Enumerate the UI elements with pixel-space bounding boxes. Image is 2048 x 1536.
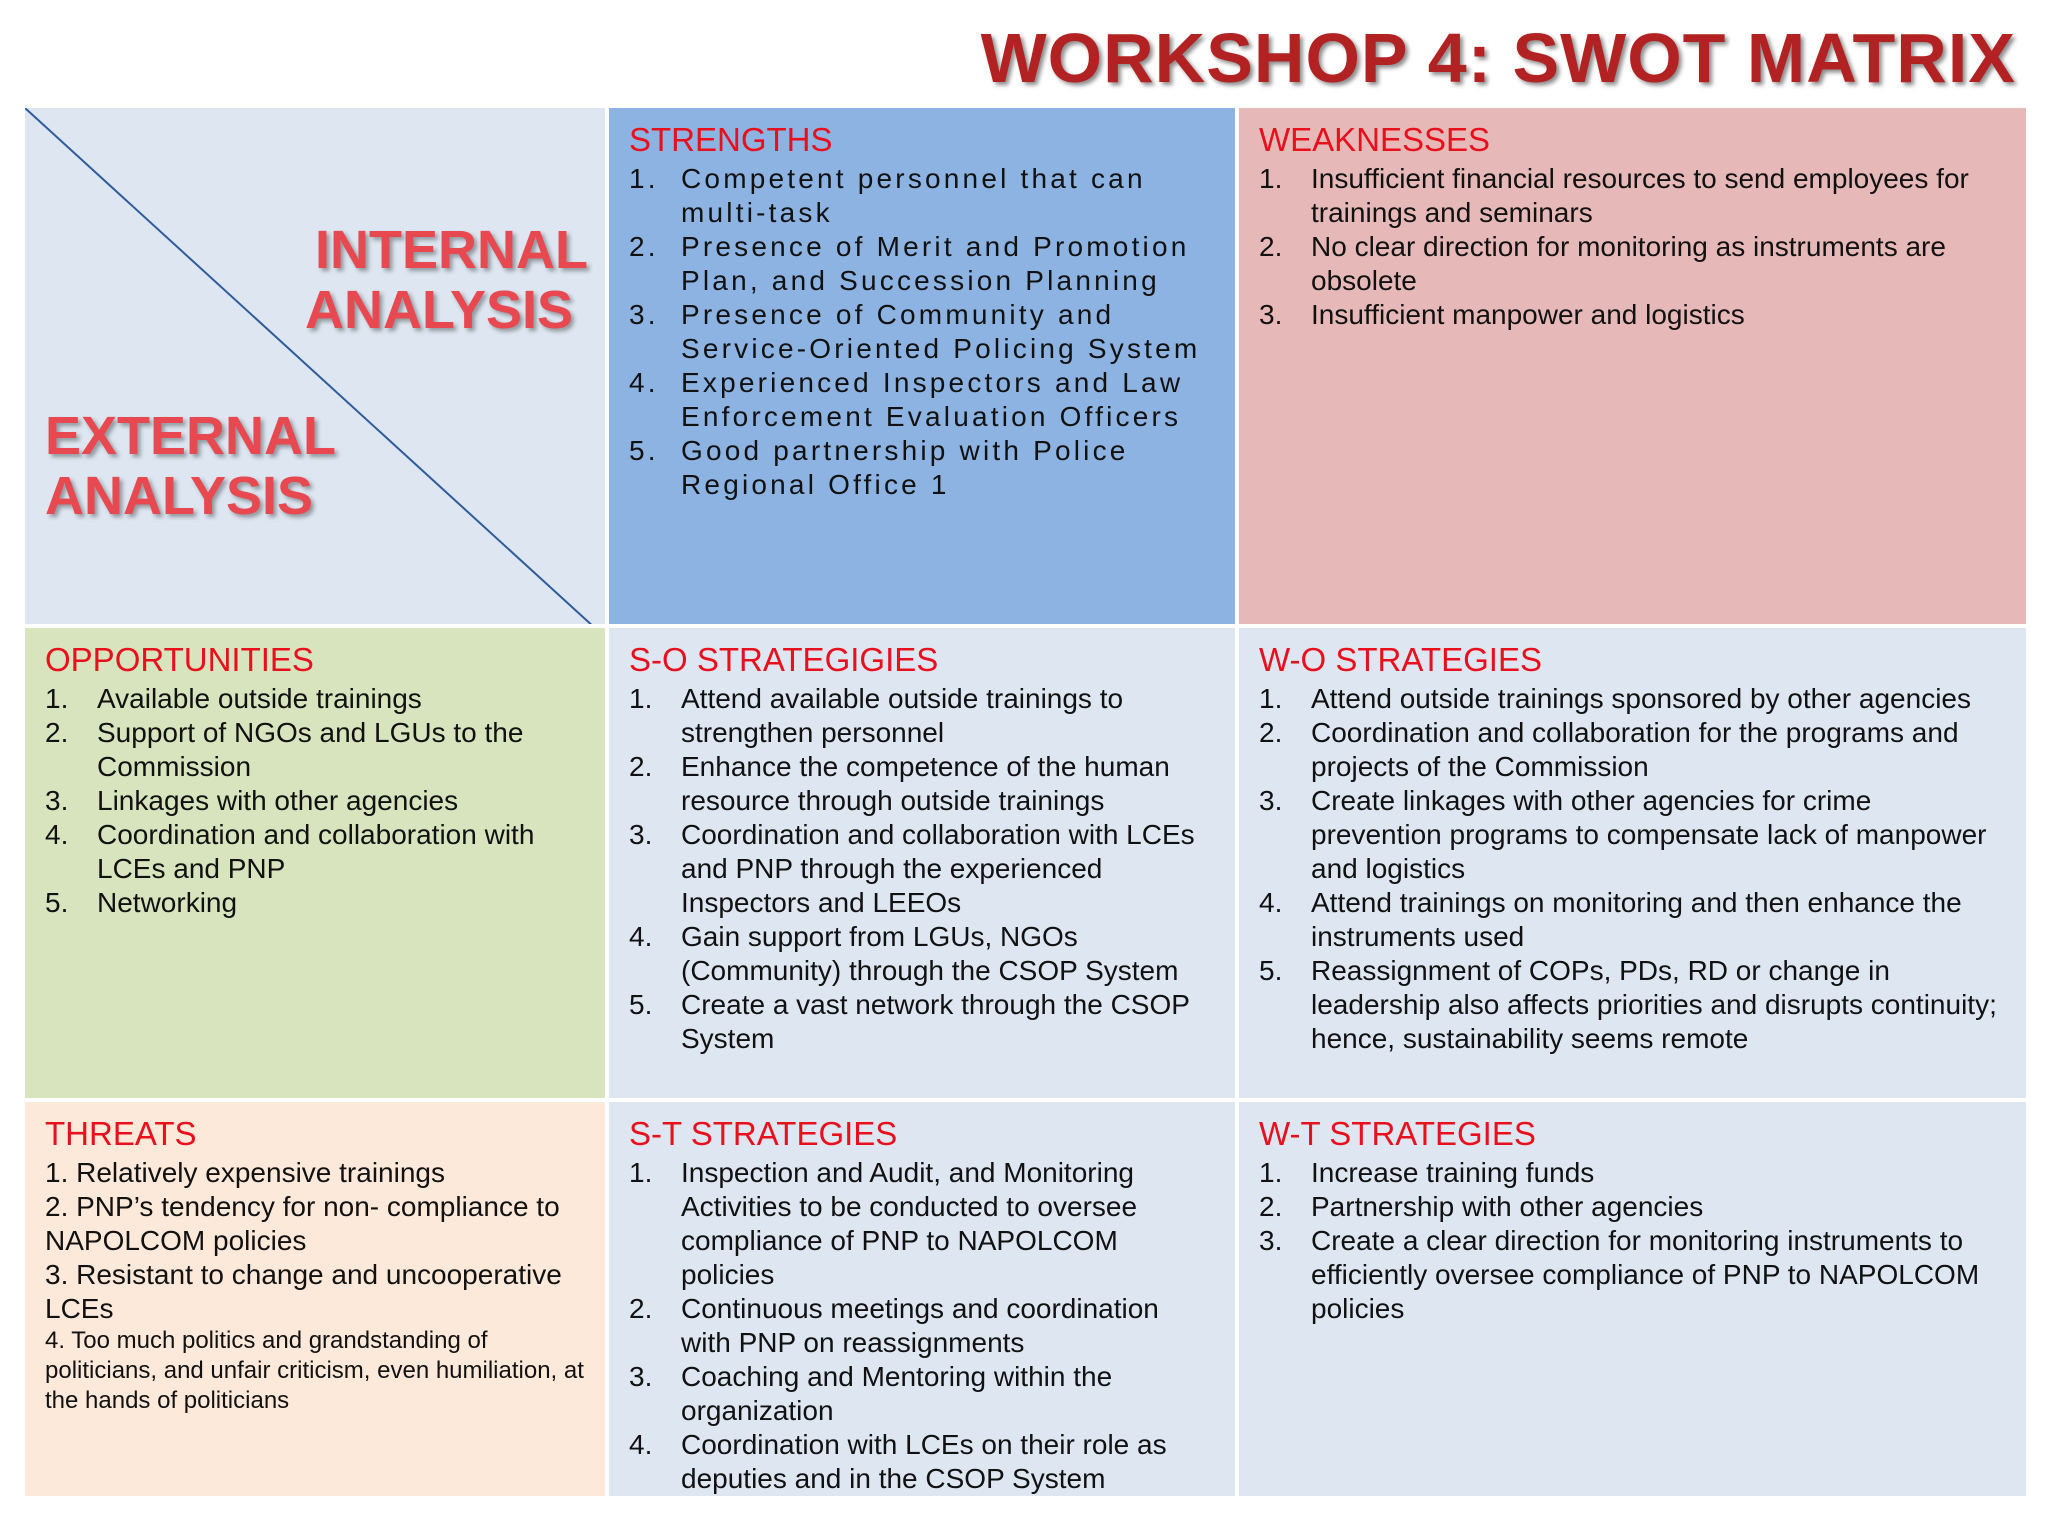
list-item: 5. Good partnership with Police Regional Office 1	[629, 435, 1129, 500]
list-item: 3. Linkages with other agencies	[45, 785, 459, 816]
list-item: 4. Coordination with LCEs on their role as deputies and in the CSOP System	[629, 1429, 1167, 1494]
list-item: 2. No clear direction for monitoring as instruments are obsolete	[1259, 231, 1946, 296]
list-item: 2. Coordination and collaboration for the programs and projects of the Commission	[1259, 717, 1959, 782]
list-item: 4. Attend trainings on monitoring and then enhance the instruments used	[1259, 887, 1962, 952]
so-strategies-cell	[607, 626, 1237, 1100]
internal-analysis-label	[305, 220, 588, 340]
threats-header: THREATS	[45, 1115, 197, 1152]
external-analysis-label	[45, 406, 336, 526]
wo-strategies-list	[1259, 682, 2006, 1056]
internal-label-line2: ANALYSIS	[305, 280, 574, 340]
list-item: 5. Networking	[45, 887, 238, 918]
opportunities-list	[45, 682, 585, 920]
wt-strategies-cell	[1237, 1100, 2028, 1498]
list-item: 2. Partnership with other agencies	[1259, 1191, 1704, 1222]
list-item: 4. Too much politics and grandstanding of politicians, and unfair criticism, even humiliation, at the hands of politicians	[45, 1327, 584, 1414]
list-item: 1. Insufficient financial resources to send employees for trainings and seminars	[1259, 163, 1969, 228]
list-item: 4. Coordination and collaboration with LCEs and PNP	[45, 819, 535, 884]
list-item: 1. Competent personnel that can multi-task	[629, 163, 1146, 228]
strengths-cell	[607, 106, 1237, 626]
weaknesses-header: WEAKNESSES	[1259, 121, 1491, 158]
threats-list	[45, 1156, 585, 1416]
list-item: 3. Coaching and Mentoring within the organization	[629, 1361, 1113, 1426]
list-item: 2. Continuous meetings and coordination with PNP on reassignments	[629, 1293, 1159, 1358]
weaknesses-list	[1259, 162, 2006, 332]
so-strategies-header: S-O STRATEGIGIES	[629, 641, 939, 678]
diagonal-divider	[25, 108, 607, 626]
list-item: 5. Reassignment of COPs, PDs, RD or change in leadership also affects priorities and disrupts continuity; hence, sustainability seems remote	[1259, 955, 1997, 1054]
list-item: 1. Attend available outside trainings to strengthen personnel	[629, 683, 1124, 748]
list-item: 3. Create a clear direction for monitoring instruments to efficiently oversee compliance of PNP to NAPOLCOM policies	[1259, 1225, 1980, 1324]
internal-label-line1: INTERNAL	[315, 220, 588, 280]
list-item: 3. Coordination and collaboration with LCEs and PNP through the experienced Inspectors and LEEOs	[629, 819, 1195, 918]
external-label-line1: EXTERNAL	[45, 406, 337, 466]
list-item: 2. Enhance the competence of the human resource through outside trainings	[629, 751, 1170, 816]
list-item: 3. Resistant to change and uncooperative LCEs	[45, 1259, 562, 1324]
st-strategies-cell	[607, 1100, 1237, 1498]
corner-cell	[23, 106, 607, 626]
list-item: 1. Inspection and Audit, and Monitoring Activities to be conducted to oversee compliance of PNP to NAPOLCOM policies	[629, 1157, 1138, 1290]
st-strategies-list	[629, 1156, 1215, 1496]
external-label-line2: ANALYSIS	[45, 466, 314, 526]
list-item: 2. Presence of Merit and Promotion Plan, and Succession Planning	[629, 231, 1190, 296]
list-item: 4. Gain support from LGUs, NGOs (Community) through the CSOP System	[629, 921, 1179, 986]
swot-matrix	[23, 106, 2028, 1498]
list-item: 3. Presence of Community and Service-Oriented Policing System	[629, 299, 1201, 364]
strengths-header: STRENGTHS	[629, 121, 833, 158]
list-item: 2. Support of NGOs and LGUs to the Commission	[45, 717, 524, 782]
wo-strategies-cell	[1237, 626, 2028, 1100]
list-item: 1. Available outside trainings	[45, 683, 422, 714]
list-item: 1. Attend outside trainings sponsored by other agencies	[1259, 683, 1971, 714]
st-strategies-header: S-T STRATEGIES	[629, 1115, 898, 1152]
opportunities-cell	[23, 626, 607, 1100]
list-item: 2. PNP’s tendency for non- compliance to NAPOLCOM policies	[45, 1191, 560, 1256]
strengths-list	[629, 162, 1215, 502]
page-title: WORKSHOP 4: SWOT MATRIX	[980, 19, 2016, 97]
list-item: 3. Insufficient manpower and logistics	[1259, 299, 1745, 330]
list-item: 1. Increase training funds	[1259, 1157, 1595, 1188]
opportunities-header: OPPORTUNITIES	[45, 641, 314, 678]
wt-strategies-header: W-T STRATEGIES	[1259, 1115, 1536, 1152]
list-item: 1. Relatively expensive trainings	[45, 1157, 445, 1188]
threats-cell	[23, 1100, 607, 1498]
wt-strategies-list	[1259, 1156, 2006, 1326]
list-item: 5. Create a vast network through the CSOP System	[629, 989, 1190, 1054]
so-strategies-list	[629, 682, 1215, 1056]
weaknesses-cell	[1237, 106, 2028, 626]
list-item: 3. Create linkages with other agencies for crime prevention programs to compensate lack of manpower and logistics	[1259, 785, 1987, 884]
wo-strategies-header: W-O STRATEGIES	[1259, 641, 1542, 678]
list-item: 4. Experienced Inspectors and Law Enforcement Evaluation Officers	[629, 367, 1184, 432]
